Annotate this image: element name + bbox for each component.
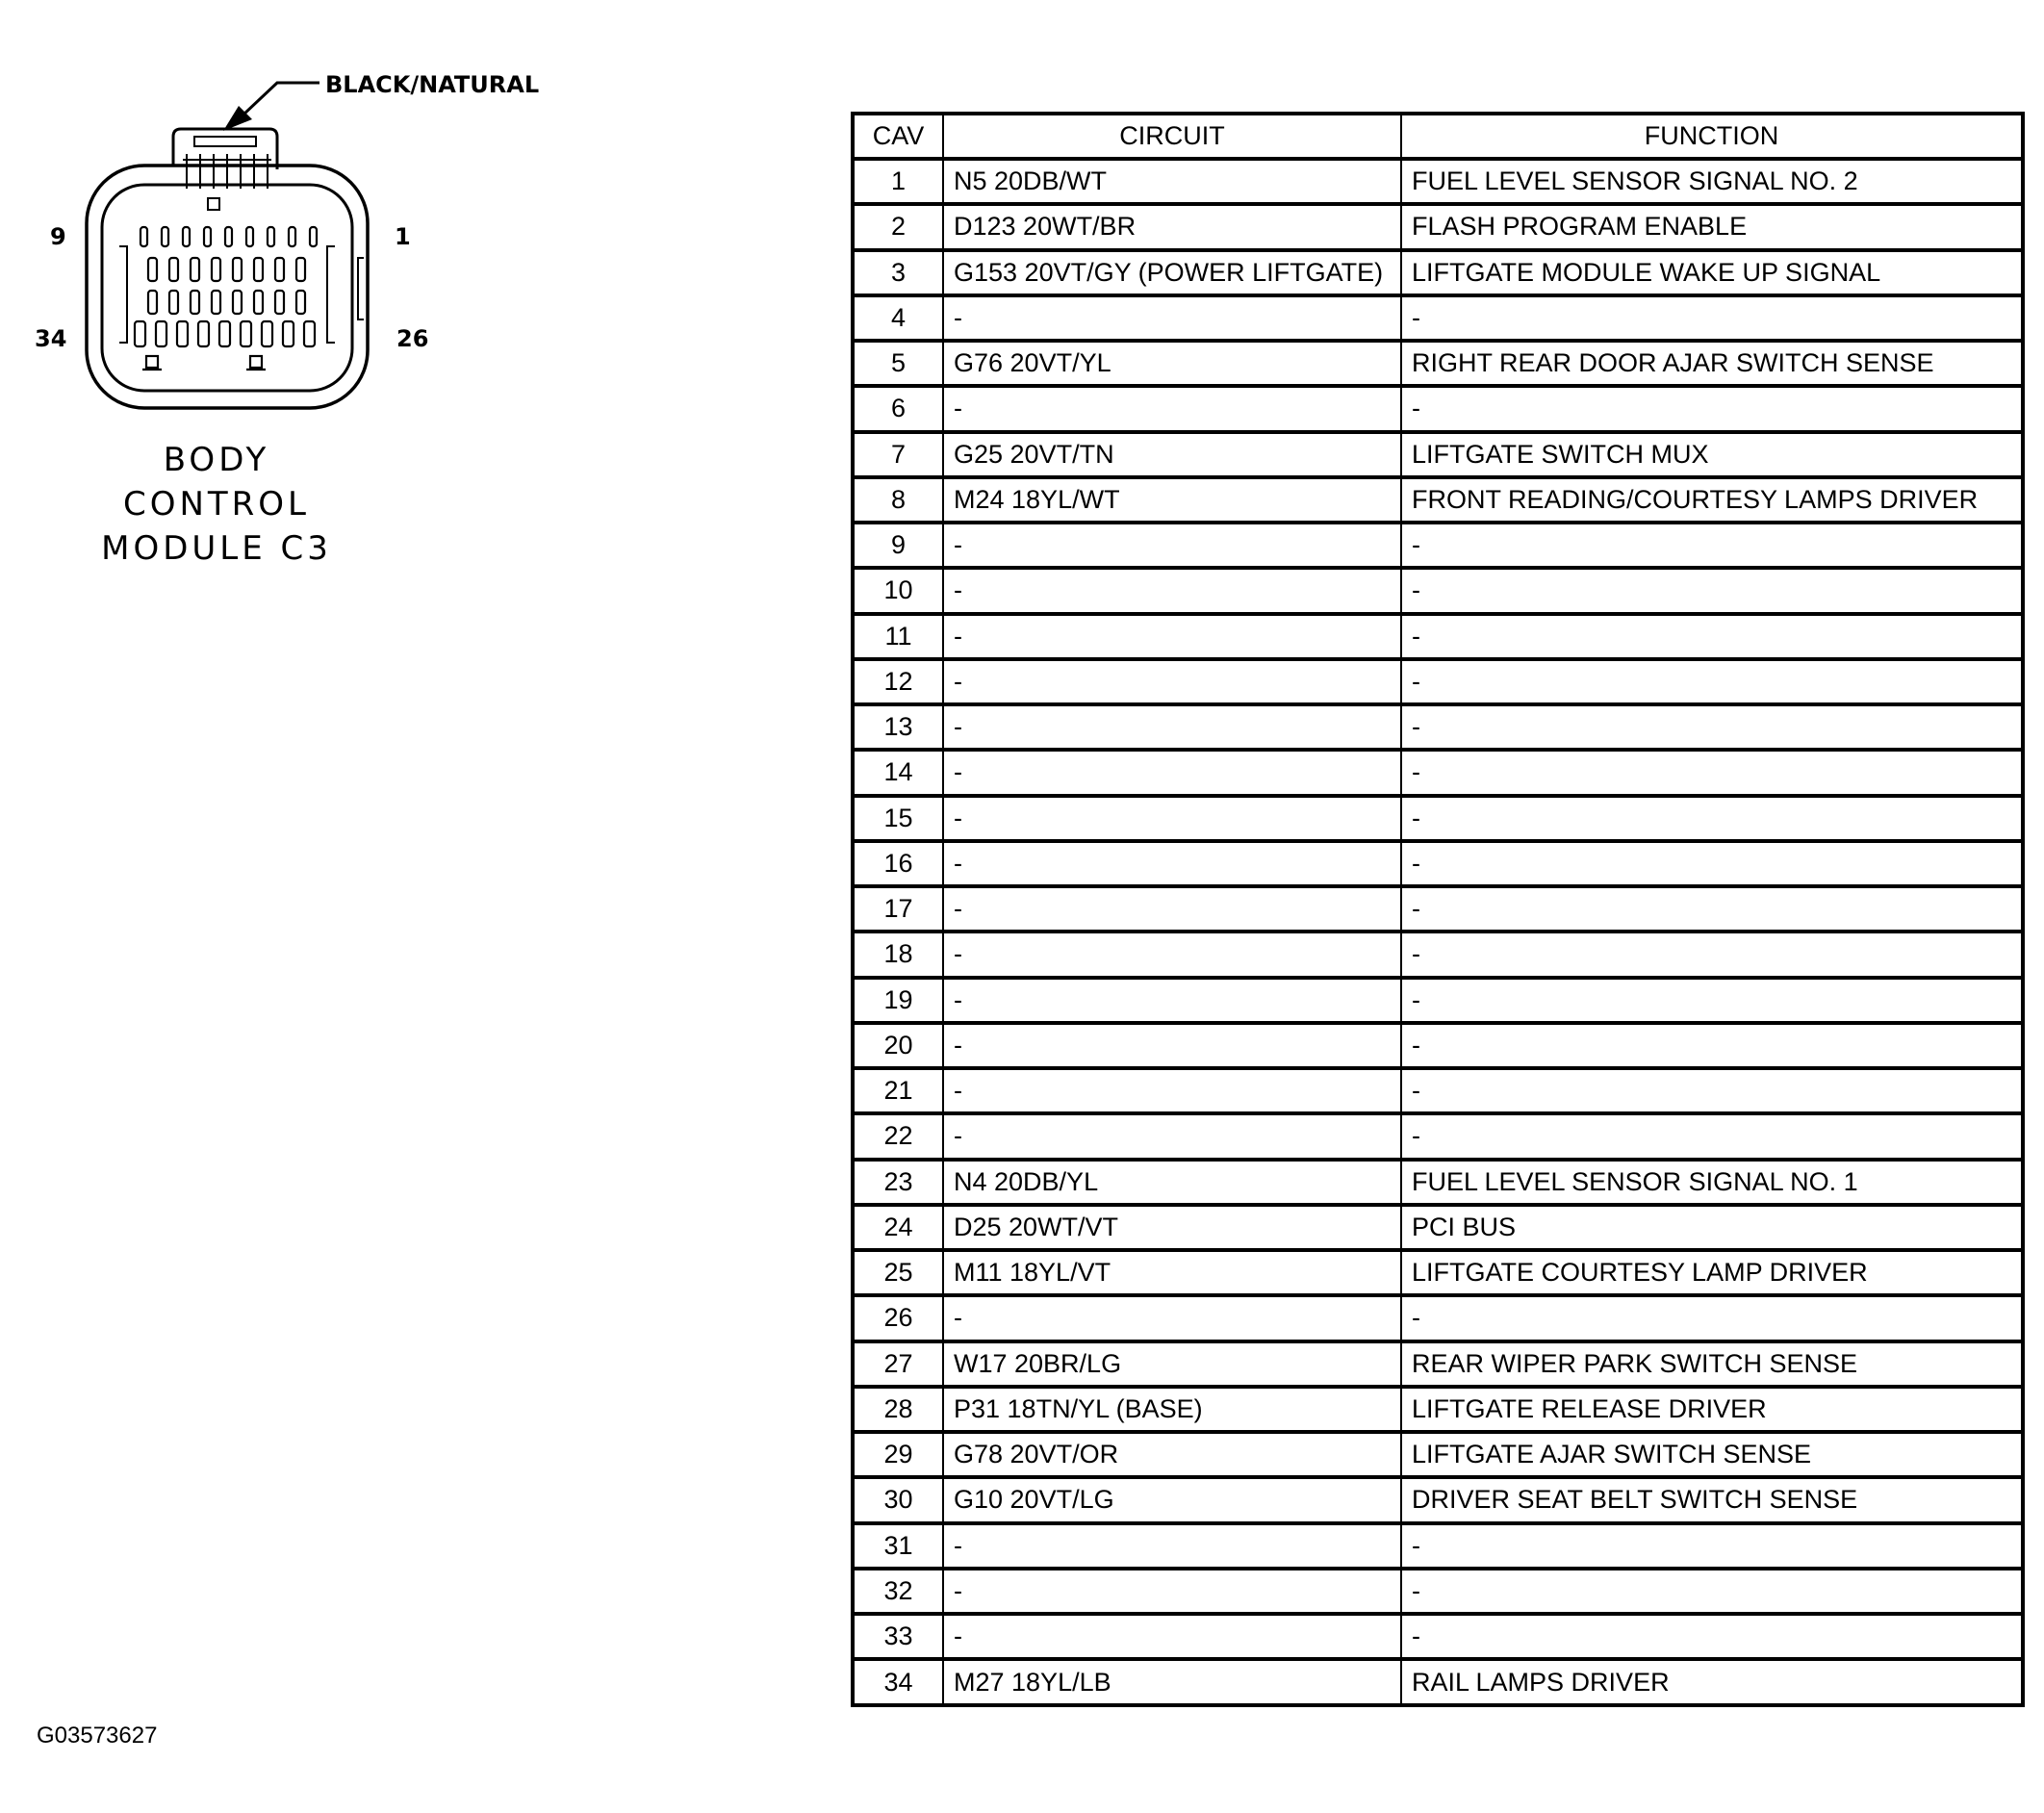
function-cell: DRIVER SEAT BELT SWITCH SENSE: [1401, 1477, 2023, 1522]
table-row: [853, 477, 2023, 523]
pin-label-top-right: 1: [395, 223, 411, 250]
circuit-cell: -: [943, 614, 1401, 659]
table-row: [853, 1250, 2023, 1295]
circuit-cell: G153 20VT/GY (POWER LIFTGATE): [943, 250, 1401, 295]
header-function: FUNCTION: [1401, 114, 2023, 159]
cav-cell: 20: [853, 1023, 943, 1068]
circuit-cell: -: [943, 1023, 1401, 1068]
table-row: [853, 1659, 2023, 1705]
header-circuit: CIRCUIT: [943, 114, 1401, 159]
function-cell: -: [1401, 614, 2023, 659]
circuit-cell: -: [943, 932, 1401, 977]
circuit-cell: -: [943, 523, 1401, 568]
circuit-cell: -: [943, 886, 1401, 932]
table-row: [853, 1205, 2023, 1250]
table-header-row: [853, 114, 2023, 159]
function-cell: -: [1401, 978, 2023, 1023]
cav-cell: 33: [853, 1614, 943, 1659]
connector-caption-line-1: BODY: [163, 441, 270, 479]
pin-label-bottom-right: 26: [396, 325, 429, 352]
table-body: [853, 159, 2023, 1705]
cav-cell: 9: [853, 523, 943, 568]
cav-cell: 15: [853, 796, 943, 841]
locking-tab-latch: [194, 137, 256, 146]
table-row: [853, 932, 2023, 977]
circuit-cell: M11 18YL/VT: [943, 1250, 1401, 1295]
connector-locking-tab: [173, 129, 277, 169]
cav-cell: 13: [853, 704, 943, 750]
table-row: [853, 841, 2023, 886]
cav-cell: 22: [853, 1113, 943, 1159]
table-row: [853, 159, 2023, 204]
circuit-cell: D25 20WT/VT: [943, 1205, 1401, 1250]
connector-pinout-table: [851, 112, 2025, 1707]
function-cell: -: [1401, 886, 2023, 932]
cav-cell: 34: [853, 1659, 943, 1705]
cav-cell: 5: [853, 341, 943, 386]
cav-cell: 28: [853, 1387, 943, 1432]
circuit-cell: -: [943, 1113, 1401, 1159]
housing-outer-flange-right: [358, 258, 364, 319]
function-cell: -: [1401, 1569, 2023, 1614]
circuit-cell: -: [943, 1068, 1401, 1113]
cav-cell: 32: [853, 1569, 943, 1614]
cav-cell: 3: [853, 250, 943, 295]
circuit-cell: -: [943, 978, 1401, 1023]
housing-side-rail-left: [119, 246, 127, 343]
circuit-cell: G76 20VT/YL: [943, 341, 1401, 386]
cav-cell: 16: [853, 841, 943, 886]
table-row: [853, 978, 2023, 1023]
color-label-leader-line: [243, 83, 319, 115]
circuit-cell: M27 18YL/LB: [943, 1659, 1401, 1705]
pin-label-bottom-left: 34: [35, 325, 67, 352]
function-cell: PCI BUS: [1401, 1205, 2023, 1250]
function-cell: -: [1401, 750, 2023, 795]
cav-cell: 10: [853, 568, 943, 613]
cav-cell: 14: [853, 750, 943, 795]
cav-cell: 26: [853, 1295, 943, 1341]
function-cell: FRONT READING/COURTESY LAMPS DRIVER: [1401, 477, 2023, 523]
circuit-cell: -: [943, 1295, 1401, 1341]
cav-cell: 18: [853, 932, 943, 977]
terminal-cavities: [135, 227, 317, 370]
connector-housing-inner: [102, 185, 352, 391]
table-row: [853, 1341, 2023, 1387]
function-cell: -: [1401, 1523, 2023, 1569]
function-cell: -: [1401, 295, 2023, 341]
function-cell: LIFTGATE MODULE WAKE UP SIGNAL: [1401, 250, 2023, 295]
function-cell: LIFTGATE SWITCH MUX: [1401, 432, 2023, 477]
housing-side-rail-right: [327, 246, 335, 343]
table-row: [853, 1068, 2023, 1113]
cav-cell: 6: [853, 386, 943, 431]
cav-cell: 17: [853, 886, 943, 932]
cav-cell: 1: [853, 159, 943, 204]
circuit-cell: -: [943, 750, 1401, 795]
function-cell: FUEL LEVEL SENSOR SIGNAL NO. 2: [1401, 159, 2023, 204]
circuit-cell: N4 20DB/YL: [943, 1160, 1401, 1205]
connector-caption: [67, 438, 366, 571]
cav-cell: 21: [853, 1068, 943, 1113]
table-row: [853, 750, 2023, 795]
table-row: [853, 386, 2023, 431]
circuit-cell: -: [943, 704, 1401, 750]
connector-caption-line-3: MODULE C3: [101, 529, 332, 568]
cav-cell: 2: [853, 204, 943, 249]
pin-label-top-left: 9: [50, 223, 66, 250]
circuit-cell: P31 18TN/YL (BASE): [943, 1387, 1401, 1432]
table-row: [853, 523, 2023, 568]
table-row: [853, 432, 2023, 477]
polarizing-key: [208, 198, 219, 210]
circuit-cell: W17 20BR/LG: [943, 1341, 1401, 1387]
table-row: [853, 1477, 2023, 1522]
cav-cell: 7: [853, 432, 943, 477]
table-row: [853, 796, 2023, 841]
table-row: [853, 1387, 2023, 1432]
cav-cell: 25: [853, 1250, 943, 1295]
connector-color-label: BLACK/NATURAL: [325, 71, 539, 98]
function-cell: RAIL LAMPS DRIVER: [1401, 1659, 2023, 1705]
table-row: [853, 1432, 2023, 1477]
cav-cell: 23: [853, 1160, 943, 1205]
circuit-cell: N5 20DB/WT: [943, 159, 1401, 204]
circuit-cell: -: [943, 295, 1401, 341]
circuit-cell: -: [943, 1569, 1401, 1614]
cav-cell: 19: [853, 978, 943, 1023]
function-cell: -: [1401, 659, 2023, 704]
function-cell: REAR WIPER PARK SWITCH SENSE: [1401, 1341, 2023, 1387]
function-cell: -: [1401, 386, 2023, 431]
table-row: [853, 568, 2023, 613]
connector-housing-outer: [87, 166, 368, 408]
table-row: [853, 1614, 2023, 1659]
table-row: [853, 659, 2023, 704]
function-cell: FUEL LEVEL SENSOR SIGNAL NO. 1: [1401, 1160, 2023, 1205]
table-row: [853, 1523, 2023, 1569]
circuit-cell: M24 18YL/WT: [943, 477, 1401, 523]
function-cell: -: [1401, 704, 2023, 750]
table-row: [853, 1023, 2023, 1068]
table-row: [853, 1295, 2023, 1341]
connector-caption-line-2: CONTROL: [122, 485, 311, 523]
circuit-cell: -: [943, 841, 1401, 886]
function-cell: RIGHT REAR DOOR AJAR SWITCH SENSE: [1401, 341, 2023, 386]
function-cell: -: [1401, 523, 2023, 568]
table-row: [853, 614, 2023, 659]
function-cell: -: [1401, 932, 2023, 977]
circuit-cell: D123 20WT/BR: [943, 204, 1401, 249]
table-row: [853, 295, 2023, 341]
function-cell: -: [1401, 1113, 2023, 1159]
function-cell: -: [1401, 1023, 2023, 1068]
header-cav: CAV: [853, 114, 943, 159]
table-row: [853, 341, 2023, 386]
function-cell: -: [1401, 796, 2023, 841]
circuit-cell: -: [943, 1614, 1401, 1659]
table-row: [853, 1569, 2023, 1614]
circuit-cell: G10 20VT/LG: [943, 1477, 1401, 1522]
circuit-cell: -: [943, 796, 1401, 841]
table-row: [853, 704, 2023, 750]
cav-cell: 30: [853, 1477, 943, 1522]
cav-cell: 24: [853, 1205, 943, 1250]
cav-cell: 31: [853, 1523, 943, 1569]
figure-id: G03573627: [37, 1723, 158, 1749]
table-row: [853, 886, 2023, 932]
function-cell: -: [1401, 1295, 2023, 1341]
circuit-cell: -: [943, 1523, 1401, 1569]
function-cell: FLASH PROGRAM ENABLE: [1401, 204, 2023, 249]
circuit-cell: -: [943, 568, 1401, 613]
function-cell: -: [1401, 1614, 2023, 1659]
circuit-cell: -: [943, 386, 1401, 431]
cav-cell: 4: [853, 295, 943, 341]
table-row: [853, 250, 2023, 295]
circuit-cell: -: [943, 659, 1401, 704]
function-cell: LIFTGATE RELEASE DRIVER: [1401, 1387, 2023, 1432]
function-cell: -: [1401, 841, 2023, 886]
circuit-cell: G25 20VT/TN: [943, 432, 1401, 477]
cav-cell: 27: [853, 1341, 943, 1387]
table-row: [853, 204, 2023, 249]
cav-cell: 11: [853, 614, 943, 659]
cav-cell: 8: [853, 477, 943, 523]
function-cell: LIFTGATE AJAR SWITCH SENSE: [1401, 1432, 2023, 1477]
cav-cell: 29: [853, 1432, 943, 1477]
circuit-cell: G78 20VT/OR: [943, 1432, 1401, 1477]
cav-cell: 12: [853, 659, 943, 704]
function-cell: -: [1401, 1068, 2023, 1113]
function-cell: LIFTGATE COURTESY LAMP DRIVER: [1401, 1250, 2023, 1295]
table-row: [853, 1113, 2023, 1159]
function-cell: -: [1401, 568, 2023, 613]
table-row: [853, 1160, 2023, 1205]
